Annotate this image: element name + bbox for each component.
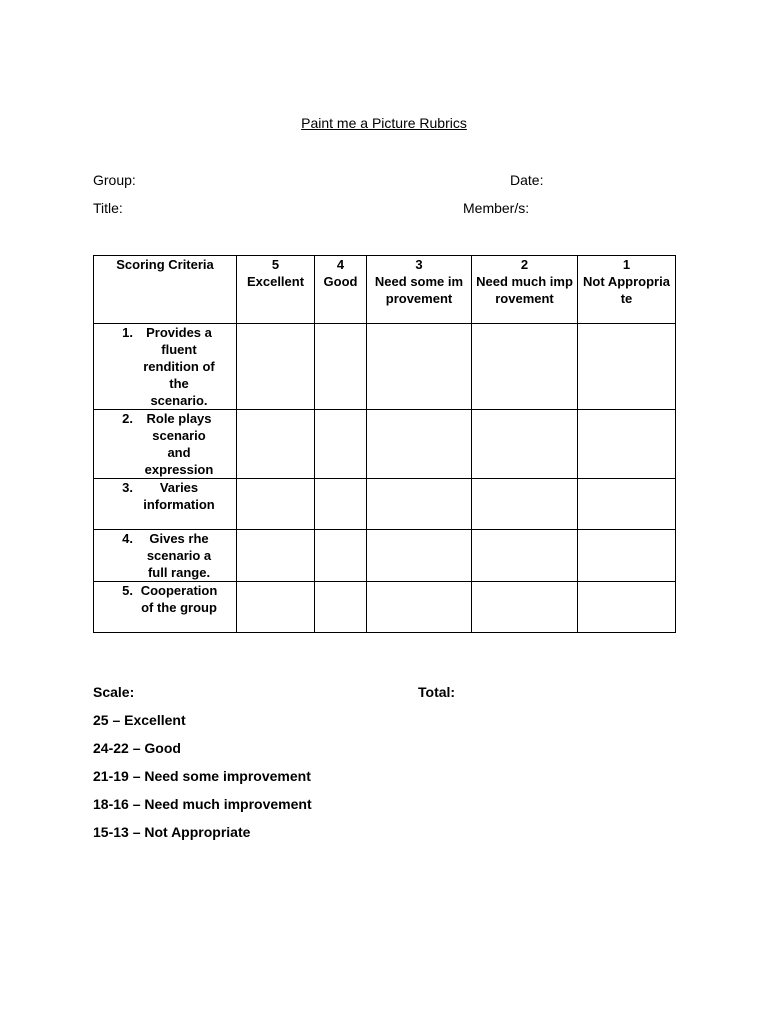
score-value: 5: [271, 257, 280, 272]
score-cell: [237, 479, 315, 530]
criteria-text: Varies information: [143, 480, 215, 512]
score-col-5: [237, 256, 315, 324]
score-cell: [578, 530, 676, 582]
table-row: [94, 530, 676, 582]
criteria-number: 1.: [122, 325, 133, 340]
total-label: Total:: [418, 684, 456, 700]
score-cell: [472, 324, 578, 410]
score-label: Not Appropriate: [583, 274, 670, 306]
score-cell: [472, 582, 578, 633]
score-value: 1: [622, 257, 631, 272]
table-row: [94, 324, 676, 410]
criteria-number: 3.: [122, 480, 133, 495]
table-row: [94, 479, 676, 530]
score-cell: [315, 410, 367, 479]
score-label: Need some improvement: [374, 274, 464, 306]
score-cell: [578, 479, 676, 530]
score-col-1: [578, 256, 676, 324]
score-label: Excellent: [246, 274, 305, 289]
score-cell: [237, 530, 315, 582]
criteria-cell: [94, 479, 237, 530]
criteria-header: Scoring Criteria: [94, 256, 237, 324]
score-cell: [472, 410, 578, 479]
scale-item: 15-13 – Not Appropriate: [93, 824, 251, 840]
score-col-4: [315, 256, 367, 324]
score-cell: [237, 582, 315, 633]
rubric-table: [93, 255, 676, 633]
score-value: 3: [415, 257, 423, 272]
group-label: Group:: [93, 172, 136, 188]
score-cell: [472, 530, 578, 582]
score-cell: [472, 479, 578, 530]
score-cell: [578, 410, 676, 479]
criteria-text: Gives rhe scenario a full range.: [146, 531, 212, 580]
scale-item: 24-22 – Good: [93, 740, 181, 756]
score-cell: [367, 530, 472, 582]
members-label: Member/s:: [463, 200, 530, 216]
criteria-number: 2.: [122, 411, 133, 426]
title-label: Title:: [93, 200, 123, 216]
score-label: Good: [323, 274, 358, 289]
criteria-text: Role plays scenario and expression: [144, 411, 214, 477]
scale-item: 21-19 – Need some improvement: [93, 768, 311, 784]
date-label: Date:: [510, 172, 544, 188]
criteria-cell: [94, 324, 237, 410]
table-row: [94, 410, 676, 479]
score-value: 4: [336, 257, 345, 272]
document-title: Paint me a Picture Rubrics: [301, 115, 467, 131]
score-cell: [367, 479, 472, 530]
score-label: Need much improvement: [476, 274, 573, 306]
score-cell: [578, 324, 676, 410]
scale-item: 25 – Excellent: [93, 712, 186, 728]
criteria-number: 5.: [122, 583, 133, 598]
criteria-number: 4.: [122, 531, 133, 546]
rubric-header-row: [94, 256, 676, 324]
score-cell: [367, 582, 472, 633]
score-cell: [237, 410, 315, 479]
table-row: [94, 582, 676, 633]
criteria-text: Provides a fluent rendition of the scenario.: [143, 325, 215, 408]
criteria-text: Cooperation of the group: [140, 583, 218, 615]
criteria-cell: [94, 410, 237, 479]
score-cell: [578, 582, 676, 633]
criteria-cell: [94, 530, 237, 582]
score-col-3: [367, 256, 472, 324]
scale-item: 18-16 – Need much improvement: [93, 796, 312, 812]
scale-heading: Scale:: [93, 684, 135, 700]
score-cell: [367, 410, 472, 479]
score-cell: [315, 324, 367, 410]
score-value: 2: [520, 257, 529, 272]
score-cell: [367, 324, 472, 410]
score-cell: [315, 582, 367, 633]
score-cell: [315, 530, 367, 582]
score-cell: [315, 479, 367, 530]
score-col-2: [472, 256, 578, 324]
criteria-cell: [94, 582, 237, 633]
score-cell: [237, 324, 315, 410]
